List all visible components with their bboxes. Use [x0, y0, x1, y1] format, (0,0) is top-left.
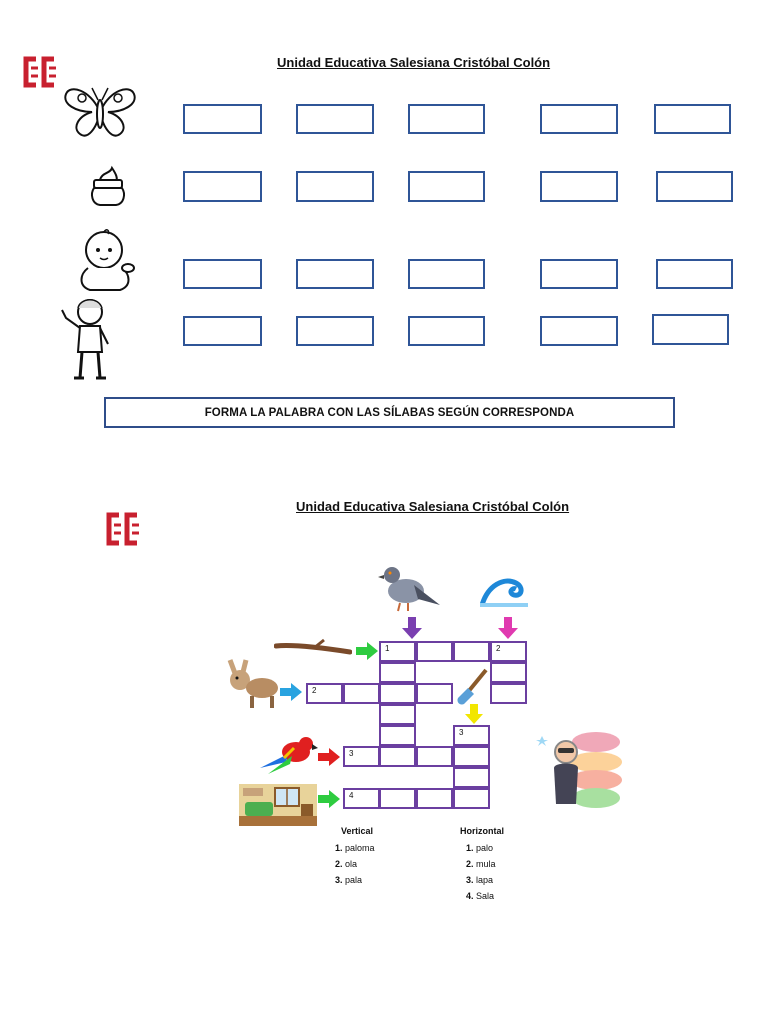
arrow-right-blue-icon [280, 683, 302, 701]
stick-icon [274, 638, 352, 660]
child-waving-icon [58, 296, 114, 382]
syllable-box[interactable] [408, 259, 485, 289]
crossword-cell[interactable] [490, 641, 527, 662]
clue-number: 3 [349, 749, 354, 758]
syllable-box[interactable] [296, 316, 374, 346]
syllable-box[interactable] [540, 104, 618, 134]
syllable-box[interactable] [540, 259, 618, 289]
horizontal-heading: Horizontal [460, 826, 504, 836]
syllable-box[interactable] [183, 171, 262, 202]
clue-item: 2. mula [466, 859, 496, 869]
clue-number: 2 [312, 686, 317, 695]
crossword-cell[interactable] [379, 683, 416, 704]
arrow-down-purple-icon [402, 617, 422, 639]
crossword-cell[interactable] [379, 725, 416, 746]
vertical-heading: Vertical [341, 826, 374, 836]
cream-jar-icon [86, 164, 130, 208]
shovel-icon [454, 668, 490, 706]
crossword-cell[interactable] [343, 788, 380, 809]
crossword-cell[interactable] [416, 788, 453, 809]
teacher-macarons-icon [532, 728, 624, 810]
clue-item: 2. ola [335, 859, 358, 869]
syllable-box[interactable] [296, 171, 374, 202]
syllable-box[interactable] [183, 104, 262, 134]
crossword-cell[interactable] [453, 767, 490, 788]
syllable-box[interactable] [540, 171, 618, 202]
arrow-right-green-icon [318, 790, 340, 808]
syllable-box[interactable] [408, 104, 485, 134]
arrow-right-red-icon [318, 748, 340, 766]
arrow-down-yellow-icon [465, 704, 483, 724]
sheet2-title: Unidad Educativa Salesiana Cristóbal Colón [296, 499, 570, 514]
clue-item: 4. Sala [466, 891, 495, 901]
crossword-cell[interactable] [379, 704, 416, 725]
parrot-icon [258, 734, 318, 776]
pigeon-icon [378, 563, 440, 613]
living-room-icon [239, 784, 317, 826]
butterfly-icon [62, 84, 138, 140]
syllable-box[interactable] [652, 314, 729, 345]
school-logo-icon [22, 55, 58, 89]
syllable-box[interactable] [183, 316, 262, 346]
crossword-cell[interactable] [343, 746, 380, 767]
crossword-cell[interactable] [453, 725, 490, 746]
clue-item: 1. palo [466, 843, 494, 853]
crossword-cell[interactable] [453, 788, 490, 809]
crossword-cell[interactable] [453, 746, 490, 767]
clue-number: 4 [349, 791, 354, 800]
syllable-box[interactable] [540, 316, 618, 346]
donkey-icon [226, 656, 280, 710]
crossword-cell[interactable] [416, 641, 453, 662]
crossword-cell[interactable] [379, 788, 416, 809]
crossword-cell[interactable] [379, 746, 416, 767]
arrow-right-green-icon [356, 642, 378, 660]
crossword-cell[interactable] [453, 641, 490, 662]
clue-number: 1 [385, 644, 390, 653]
syllable-box[interactable] [408, 316, 485, 346]
clue-number: 2 [496, 644, 501, 653]
baby-icon [74, 228, 138, 296]
crossword-cell[interactable] [343, 683, 380, 704]
crossword-cell[interactable] [416, 683, 453, 704]
clue-item: 1. paloma [335, 843, 375, 853]
arrow-down-pink-icon [498, 617, 518, 639]
crossword-cell[interactable] [490, 683, 527, 704]
sheet1-title: Unidad Educativa Salesiana Cristóbal Colón [277, 55, 551, 70]
syllable-box[interactable] [296, 104, 374, 134]
school-logo-icon [105, 511, 141, 547]
syllable-box[interactable] [183, 259, 262, 289]
syllable-box[interactable] [654, 104, 731, 134]
clue-item: 3. pala [335, 875, 363, 885]
crossword-cell[interactable] [379, 641, 416, 662]
crossword-cell[interactable] [416, 746, 453, 767]
syllable-box[interactable] [656, 259, 733, 289]
wave-icon [480, 575, 528, 609]
syllable-box[interactable] [296, 259, 374, 289]
syllable-box[interactable] [408, 171, 485, 202]
crossword-cell[interactable] [306, 683, 343, 704]
clue-number: 3 [459, 728, 464, 737]
crossword-cell[interactable] [379, 662, 416, 683]
crossword-cell[interactable] [490, 662, 527, 683]
clue-item: 3. lapa [466, 875, 494, 885]
syllable-box[interactable] [656, 171, 733, 202]
instruction-banner: FORMA LA PALABRA CON LAS SÍLABAS SEGÚN CORRESPONDA [104, 397, 675, 428]
